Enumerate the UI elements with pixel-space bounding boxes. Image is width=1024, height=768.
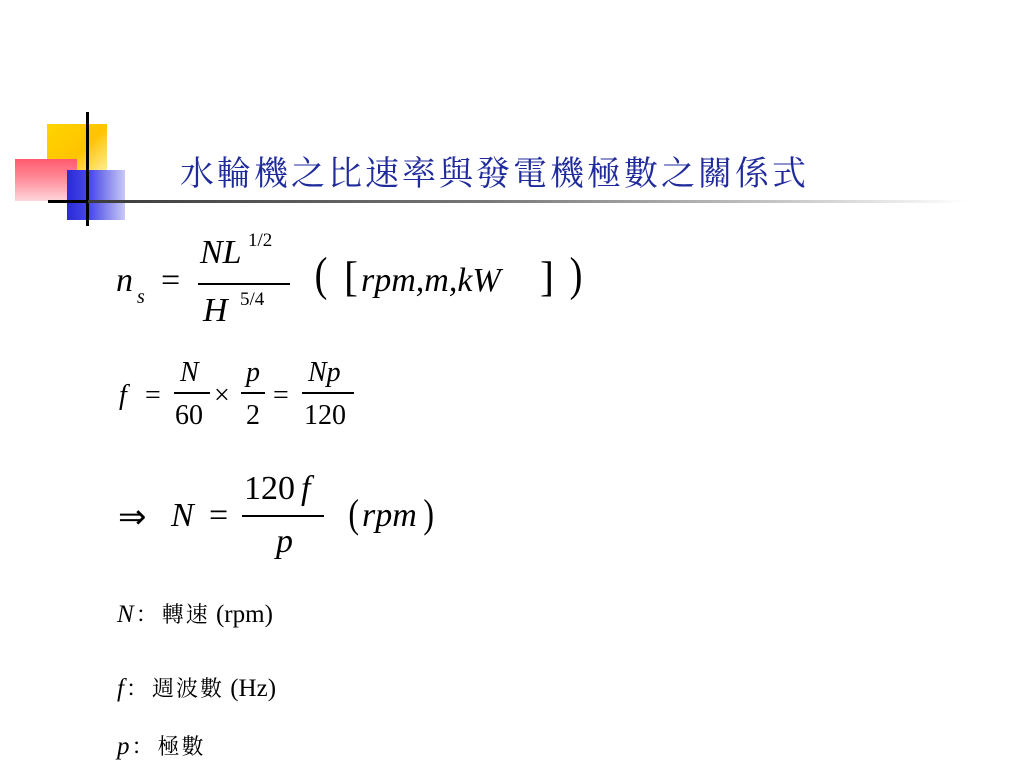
- N-open-paren: (: [348, 491, 359, 536]
- ns-denominator-exponent: 5/4: [240, 289, 265, 310]
- ns-equals: =: [161, 262, 181, 299]
- legend-unit: (rpm): [209, 601, 273, 628]
- ns-open-bracket: [: [344, 255, 358, 301]
- f-fraction-bar-2: [241, 392, 265, 394]
- slide-title: 水輪機之比速率與發電機極數之關係式: [180, 154, 809, 194]
- ns-units: rpm,m,kW: [361, 262, 501, 299]
- ns-close-paren: ): [569, 248, 583, 301]
- N-unit: rpm: [362, 497, 417, 534]
- legend-description: 週波數: [151, 677, 224, 702]
- legend-symbol: f: [117, 675, 124, 702]
- N-equals: =: [209, 497, 229, 534]
- f-numerator-2: p: [246, 357, 260, 388]
- legend-colon: ：: [135, 603, 158, 628]
- legend-item-p: [117, 730, 206, 761]
- f-numerator-1: N: [180, 357, 199, 388]
- legend-description: 轉速: [161, 603, 210, 628]
- ns-numerator-exponent: 1/2: [248, 230, 273, 251]
- decor-short-line: [48, 200, 88, 203]
- f-denominator-3: 120: [304, 400, 346, 431]
- legend-colon: ：: [125, 677, 148, 702]
- f-fraction-bar-3: [302, 392, 354, 394]
- N-lhs: N: [171, 497, 194, 534]
- N-fraction-bar: [242, 515, 324, 517]
- ns-fraction-bar: [198, 283, 290, 285]
- ns-denominator: H: [203, 292, 228, 329]
- legend-item-f: [117, 672, 276, 703]
- title-underline: [88, 200, 968, 203]
- f-denominator-1: 60: [175, 400, 203, 431]
- f-lhs: f: [119, 380, 127, 411]
- legend-symbol: p: [117, 733, 130, 760]
- ns-open-paren: (: [314, 248, 328, 301]
- f-denominator-2: 2: [246, 400, 260, 431]
- legend-colon: ：: [131, 735, 154, 760]
- f-times: ×: [214, 380, 230, 411]
- ns-close-bracket: ]: [540, 255, 554, 301]
- decor-blue-square: [67, 170, 125, 220]
- N-close-paren: ): [423, 491, 434, 536]
- N-denominator: p: [276, 523, 293, 560]
- f-equals-2: =: [273, 380, 289, 411]
- legend-symbol: N: [117, 601, 134, 628]
- decor-vertical-line: [86, 112, 89, 226]
- legend-unit: (Hz): [223, 675, 277, 702]
- N-numerator-var: f: [301, 470, 311, 507]
- ns-lhs: n: [116, 262, 133, 299]
- N-implies-arrow: ⇒: [118, 499, 147, 536]
- legend-item-N: [117, 598, 273, 629]
- ns-numerator: NL: [200, 234, 242, 271]
- ns-lhs-subscript: s: [137, 286, 145, 308]
- N-numerator-coef: 120: [244, 470, 295, 507]
- f-equals-1: =: [145, 380, 161, 411]
- f-fraction-bar-1: [174, 392, 210, 394]
- f-numerator-3: Np: [308, 357, 341, 388]
- legend-description: 極數: [157, 735, 206, 760]
